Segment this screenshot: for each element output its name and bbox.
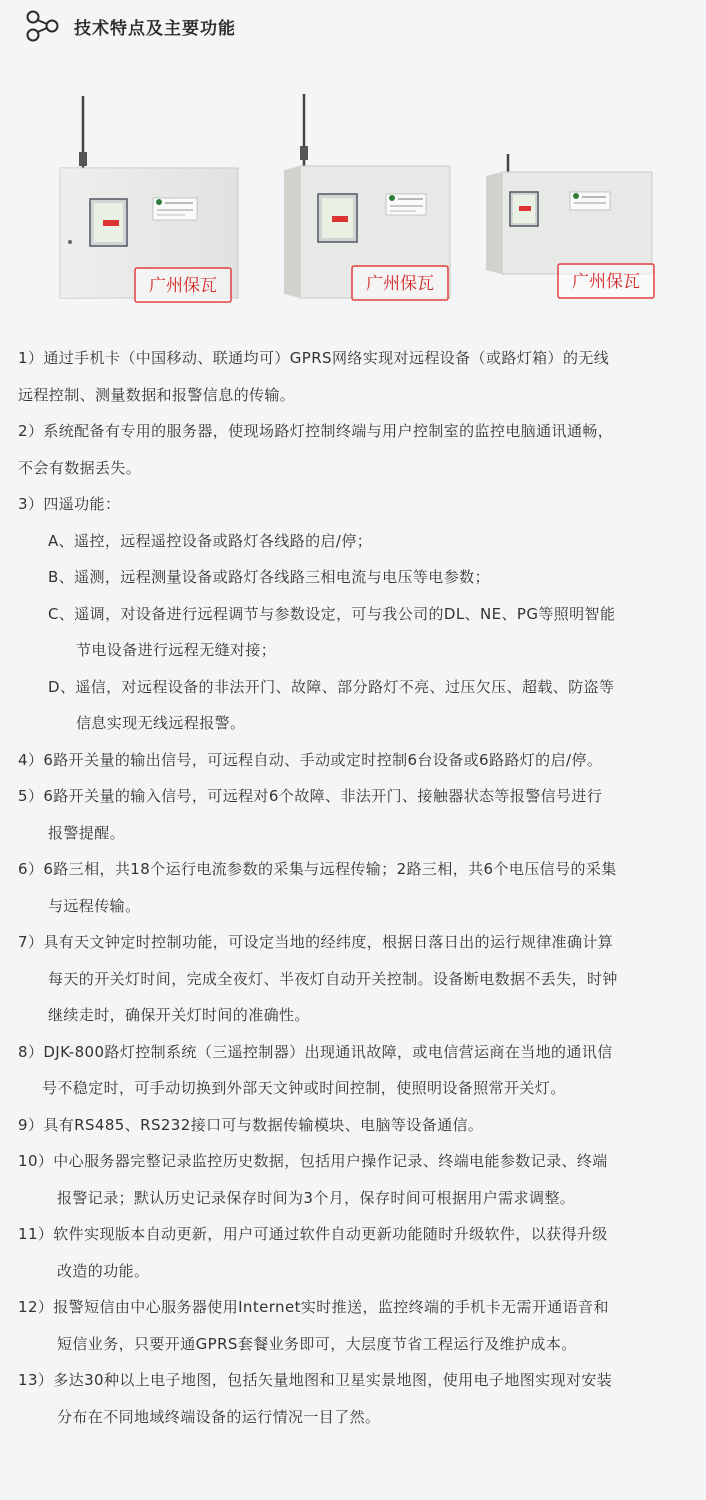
feature-line: 1）通过手机卡（中国移动、联通均可）GPRS网络实现对远程设备（或路灯箱）的无线 bbox=[18, 349, 610, 367]
molecule-icon bbox=[24, 9, 62, 43]
feature-line: A、遥控，远程遥控设备或路灯各线路的启/停； bbox=[48, 531, 373, 550]
feature-item bbox=[18, 851, 694, 924]
feature-line: 12）报警短信由中心服务器使用Internet实时推送，监控终端的手机卡无需开通语音和 bbox=[18, 1298, 609, 1316]
product-images bbox=[0, 80, 706, 310]
feature-line: 报警记录；默认历史记录保存时间为3个月，保存时间可根据用户需求调整。 bbox=[57, 1188, 576, 1207]
feature-line: 5）6路开关量的输入信号，可远程对6个故障、非法开门、接触器状态等报警信号进行 bbox=[18, 787, 603, 805]
feature-line: 每天的开关灯时间，完成全夜灯、半夜灯自动开关控制。设备断电数据不丢失，时钟 bbox=[48, 969, 618, 988]
feature-line: 3）四遥功能： bbox=[18, 495, 121, 513]
feature-line: 号不稳定时，可手动切换到外部天文钟或时间控制，使照明设备照常开关灯。 bbox=[42, 1079, 566, 1097]
feature-line: 信息实现无线远程报警。 bbox=[76, 714, 246, 732]
feature-line: 报警提醒。 bbox=[48, 823, 126, 842]
product-image bbox=[482, 150, 658, 304]
feature-line: 与远程传输。 bbox=[48, 896, 141, 915]
feature-subitem bbox=[18, 559, 694, 596]
feature-line: D、遥信，对远程设备的非法开门、故障、部分路灯不亮、过压欠压、超载、防盗等 bbox=[48, 677, 615, 696]
feature-line: 4）6路开关量的输出信号，可远程自动、手动或定时控制6台设备或6路路灯的启/停。 bbox=[18, 750, 603, 769]
feature-item bbox=[18, 1034, 694, 1107]
feature-item bbox=[18, 486, 694, 523]
feature-item bbox=[18, 1289, 694, 1362]
feature-subitem bbox=[18, 523, 694, 560]
feature-line: 继续走时，确保开关灯时间的准确性。 bbox=[48, 1006, 310, 1024]
feature-line: 9）具有RS485、RS232接口可与数据传输模块、电脑等设备通信。 bbox=[18, 1115, 484, 1134]
feature-item bbox=[18, 1107, 694, 1144]
feature-line: 短信业务，只要开通GPRS套餐业务即可，大层度节省工程运行及维护成本。 bbox=[57, 1334, 577, 1353]
feature-item bbox=[18, 778, 694, 851]
feature-line: 改造的功能。 bbox=[57, 1261, 150, 1280]
feature-line: 远程控制、测量数据和报警信息的传输。 bbox=[18, 385, 296, 404]
feature-line: 7）具有天文钟定时控制功能，可设定当地的经纬度，根据日落日出的运行规律准确计算 bbox=[18, 933, 614, 951]
feature-item bbox=[18, 1216, 694, 1289]
feature-line: 6）6路三相，共18个运行电流参数的采集与远程传输；2路三相，共6个电压信号的采集 bbox=[18, 860, 617, 878]
feature-line: 10）中心服务器完整记录监控历史数据，包括用户操作记录、终端电能参数记录、终端 bbox=[18, 1152, 608, 1170]
feature-subitem bbox=[18, 596, 694, 669]
product-image bbox=[55, 92, 245, 304]
feature-line: 8）DJK-800路灯控制系统（三遥控制器）出现通讯故障，或电信营运商在当地的通讯信 bbox=[18, 1042, 613, 1061]
feature-line: 节电设备进行远程无缝对接； bbox=[76, 641, 277, 659]
feature-item bbox=[18, 340, 694, 413]
feature-item bbox=[18, 1143, 694, 1216]
section-header bbox=[24, 8, 236, 44]
section-title: 技术特点及主要功能 bbox=[74, 18, 236, 39]
feature-item bbox=[18, 413, 694, 486]
feature-item bbox=[18, 742, 694, 779]
feature-subitem bbox=[18, 669, 694, 742]
feature-line: 11）软件实现版本自动更新，用户可通过软件自动更新功能随时升级软件，以获得升级 bbox=[18, 1225, 608, 1243]
feature-line: B、遥测，远程测量设备或路灯各线路三相电流与电压等电参数； bbox=[48, 568, 490, 586]
feature-line: 13）多达30种以上电子地图，包括矢量地图和卫星实景地图，使用电子地图实现对安装 bbox=[18, 1371, 613, 1389]
watermark-text: 广州保瓦 bbox=[149, 276, 217, 296]
feature-line: C、遥调，对设备进行远程调节与参数设定，可与我公司的DL、NE、PG等照明智能 bbox=[48, 604, 616, 623]
feature-list bbox=[18, 340, 694, 1435]
feature-item bbox=[18, 1362, 694, 1435]
feature-line: 不会有数据丢失。 bbox=[18, 458, 142, 477]
product-image bbox=[278, 90, 454, 304]
feature-item bbox=[18, 924, 694, 1034]
watermark-text: 广州保瓦 bbox=[572, 272, 640, 292]
feature-line: 分布在不同地域终端设备的运行情况一目了然。 bbox=[57, 1407, 381, 1426]
feature-line: 2）系统配备有专用的服务器，使现场路灯控制终端与用户控制室的监控电脑通讯通畅， bbox=[18, 422, 614, 440]
watermark-text: 广州保瓦 bbox=[366, 274, 434, 294]
